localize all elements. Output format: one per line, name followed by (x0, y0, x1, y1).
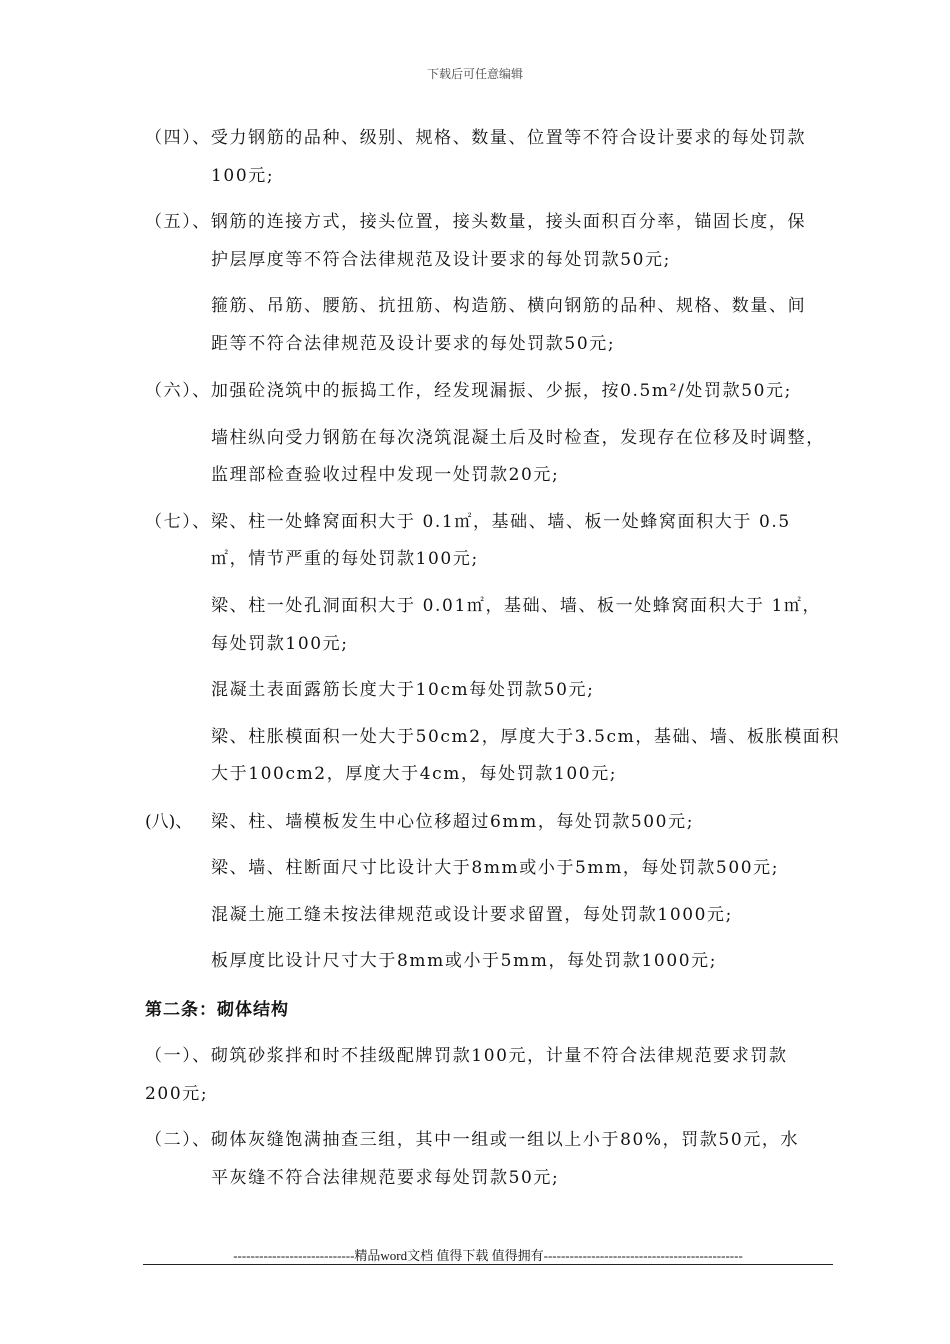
page-footer: ----------------------------精品word文档 值得下载 值得拥有---------------------------------------------- (233, 1248, 743, 1263)
clause-7-line-1: （七）、梁、柱一处蜂窝面积大于 0.1㎡，基础、墙、板一处蜂窝面积大于 0.5 (145, 512, 791, 532)
clause-5-line-1: （五）、钢筋的连接方式，接头位置，接头数量，接头面积百分率，锚固长度，保 (145, 212, 807, 232)
clause-6-line-3: 监理部检查验收过程中发现一处罚款20元; (211, 465, 560, 485)
clause-4-line-1: （四）、受力钢筋的品种、级别、规格、数量、位置等不符合设计要求的每处罚款 (145, 128, 807, 148)
section-heading: 第二条：砌体结构 (145, 1000, 289, 1020)
masonry-clause-2-line-2: 平灰缝不符合法律规范要求每处罚款50元; (211, 1168, 560, 1188)
clause-7-line-3: 梁、柱一处孔洞面积大于 0.01㎡，基础、墙、板一处蜂窝面积大于 1㎡， (211, 596, 822, 616)
masonry-clause-1-line-1: （一）、砌筑砂浆拌和时不挂级配牌罚款100元，计量不符合法律规范要求罚款 (145, 1046, 788, 1066)
clause-5-line-3: 箍筋、吊筋、腰筋、抗扭筋、构造筋、横向钢筋的品种、规格、数量、间 (211, 296, 807, 316)
clause-5-line-2: 护层厚度等不符合法律规范及设计要求的每处罚款50元; (211, 250, 671, 270)
clause-7-line-2: ㎡，情节严重的每处罚款100元; (211, 549, 479, 569)
footer-divider (143, 1264, 833, 1265)
clause-4-line-2: 100元; (211, 166, 275, 186)
clause-8-label: (八)、 (145, 812, 193, 832)
clause-8-line-2: 梁、墙、柱断面尺寸比设计大于8mm或小于5mm，每处罚款500元; (211, 858, 780, 878)
page-header: 下载后可任意编辑 (426, 67, 523, 81)
clause-7-line-7: 大于100cm2，厚度大于4cm，每处罚款100元; (211, 764, 618, 784)
clause-6-line-1: （六）、加强砼浇筑中的振捣工作，经发现漏振、少振，按0.5m²/处罚款50元; (145, 381, 792, 401)
clause-5-line-4: 距等不符合法律规范及设计要求的每处罚款50元; (211, 334, 616, 354)
clause-8-line-1: 梁、柱、墙模板发生中心位移超过6mm，每处罚款500元; (211, 812, 695, 832)
clause-6-line-2: 墙柱纵向受力钢筋在每次浇筑混凝土后及时检查，发现存在位移及时调整， (211, 428, 825, 448)
masonry-clause-1-line-2: 200元; (145, 1084, 209, 1104)
clause-7-line-4: 每处罚款100元; (211, 634, 349, 654)
clause-8-line-3: 混凝土施工缝未按法律规范或设计要求留置，每处罚款1000元; (211, 905, 733, 925)
masonry-clause-2-line-1: （二）、砌体灰缝饱满抽查三组，其中一组或一组以上小于80%，罚款50元，水 (145, 1130, 800, 1150)
clause-7-line-5: 混凝土表面露筋长度大于10cm每处罚款50元; (211, 680, 595, 700)
clause-8-line-4: 板厚度比设计尺寸大于8mm或小于5mm，每处罚款1000元; (211, 951, 718, 971)
clause-7-line-6: 梁、柱胀模面积一处大于50cm2，厚度大于3.5cm，基础、墙、板胀模面积 (211, 727, 840, 747)
